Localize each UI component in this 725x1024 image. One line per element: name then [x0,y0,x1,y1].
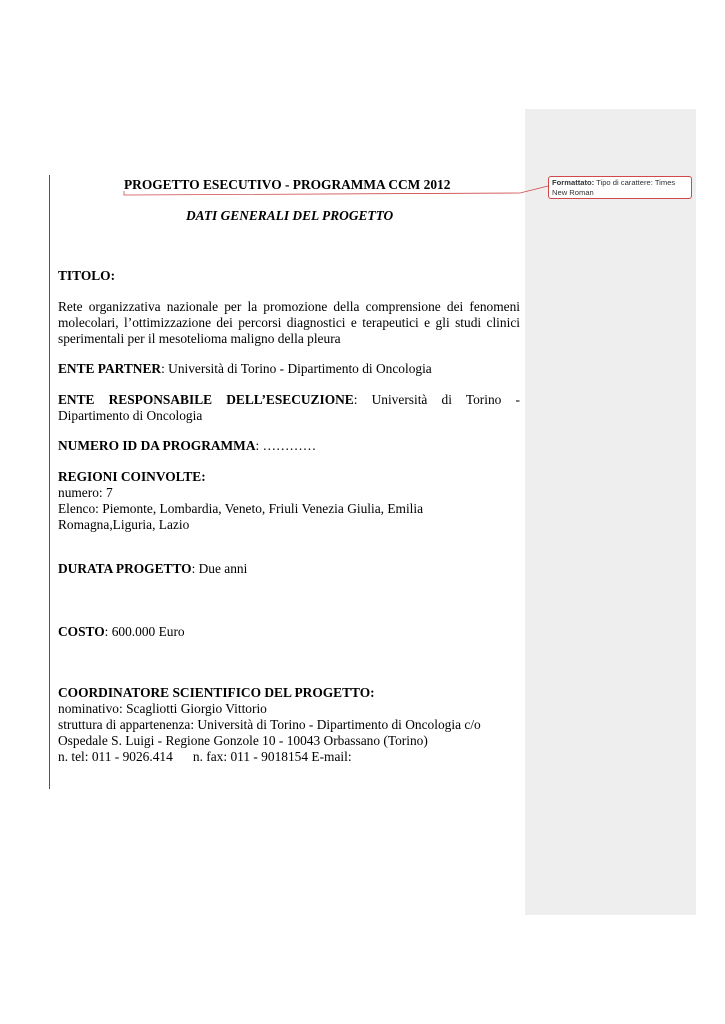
durata-value: : Due anni [191,561,248,576]
document-subtitle: DATI GENERALI DEL PROGETTO [186,208,394,223]
durata-progetto [58,561,520,577]
comment-text: Tipo di carattere: Times [594,178,676,187]
durata-label: DURATA PROGETTO [58,561,192,576]
numero-id-value: : ………… [255,438,317,453]
coordinatore-nominativo: nominativo: Scagliotti Giorgio Vittorio [58,701,267,716]
coordinatore-section [58,685,520,765]
ente-responsabile-value: : Università di Torino - Dipartimento di Oncologia [58,392,520,423]
regioni-elenco-line2: Romagna,Liguria, Lazio [58,517,190,532]
coordinatore-indirizzo: Ospedale S. Luigi - Regione Gonzole 10 - 10043 Orbassano (Torino) [58,733,428,748]
ente-partner-label: ENTE PARTNER [58,361,162,376]
regioni-elenco-line1: Elenco: Piemonte, Lombardia, Veneto, Friuli Venezia Giulia, Emilia [58,501,424,516]
numero-id [58,438,520,454]
titolo-heading: TITOLO: [58,268,116,283]
formatting-comment-balloon[interactable] [548,176,692,199]
regioni-section [58,469,520,533]
ente-responsabile [58,392,520,424]
comment-label: Formattato: [552,178,595,187]
comment-text-2: New Roman [552,187,594,197]
costo-value: : 600.000 Euro [104,624,185,639]
coordinatore-heading: COORDINATORE SCIENTIFICO DEL PROGETTO: [58,685,375,700]
regioni-numero: numero: 7 [58,485,113,500]
comment-margin-pane [525,109,696,915]
ente-partner [58,361,520,377]
numero-id-label: NUMERO ID DA PROGRAMMA [58,438,256,453]
costo-label: COSTO [58,624,105,639]
document-title: PROGETTO ESECUTIVO - PROGRAMMA CCM 2012 [124,177,451,192]
ente-responsabile-label: ENTE RESPONSABILE DELL’ESECUZIONE [58,392,354,407]
titolo-body: Rete organizzativa nazionale per la promozione della comprensione dei fenomeni molecolari, l’ottimizzazione dei percorsi diagnostici e terapeutici e gli studi clinici sperimentali per il mesotelioma maligno della pleura [58,299,520,346]
change-bar [49,175,50,789]
coordinatore-struttura: struttura di appartenenza: Università di Torino - Dipartimento di Oncologia c/o [58,717,481,732]
regioni-heading: REGIONI COINVOLTE: [58,469,206,484]
costo [58,624,520,640]
ente-partner-value: : Università di Torino - Dipartimento di Oncologia [161,361,432,376]
coordinatore-contatti: n. tel: 011 - 9026.414 n. fax: 011 - 9018154 E-mail: [58,749,352,764]
